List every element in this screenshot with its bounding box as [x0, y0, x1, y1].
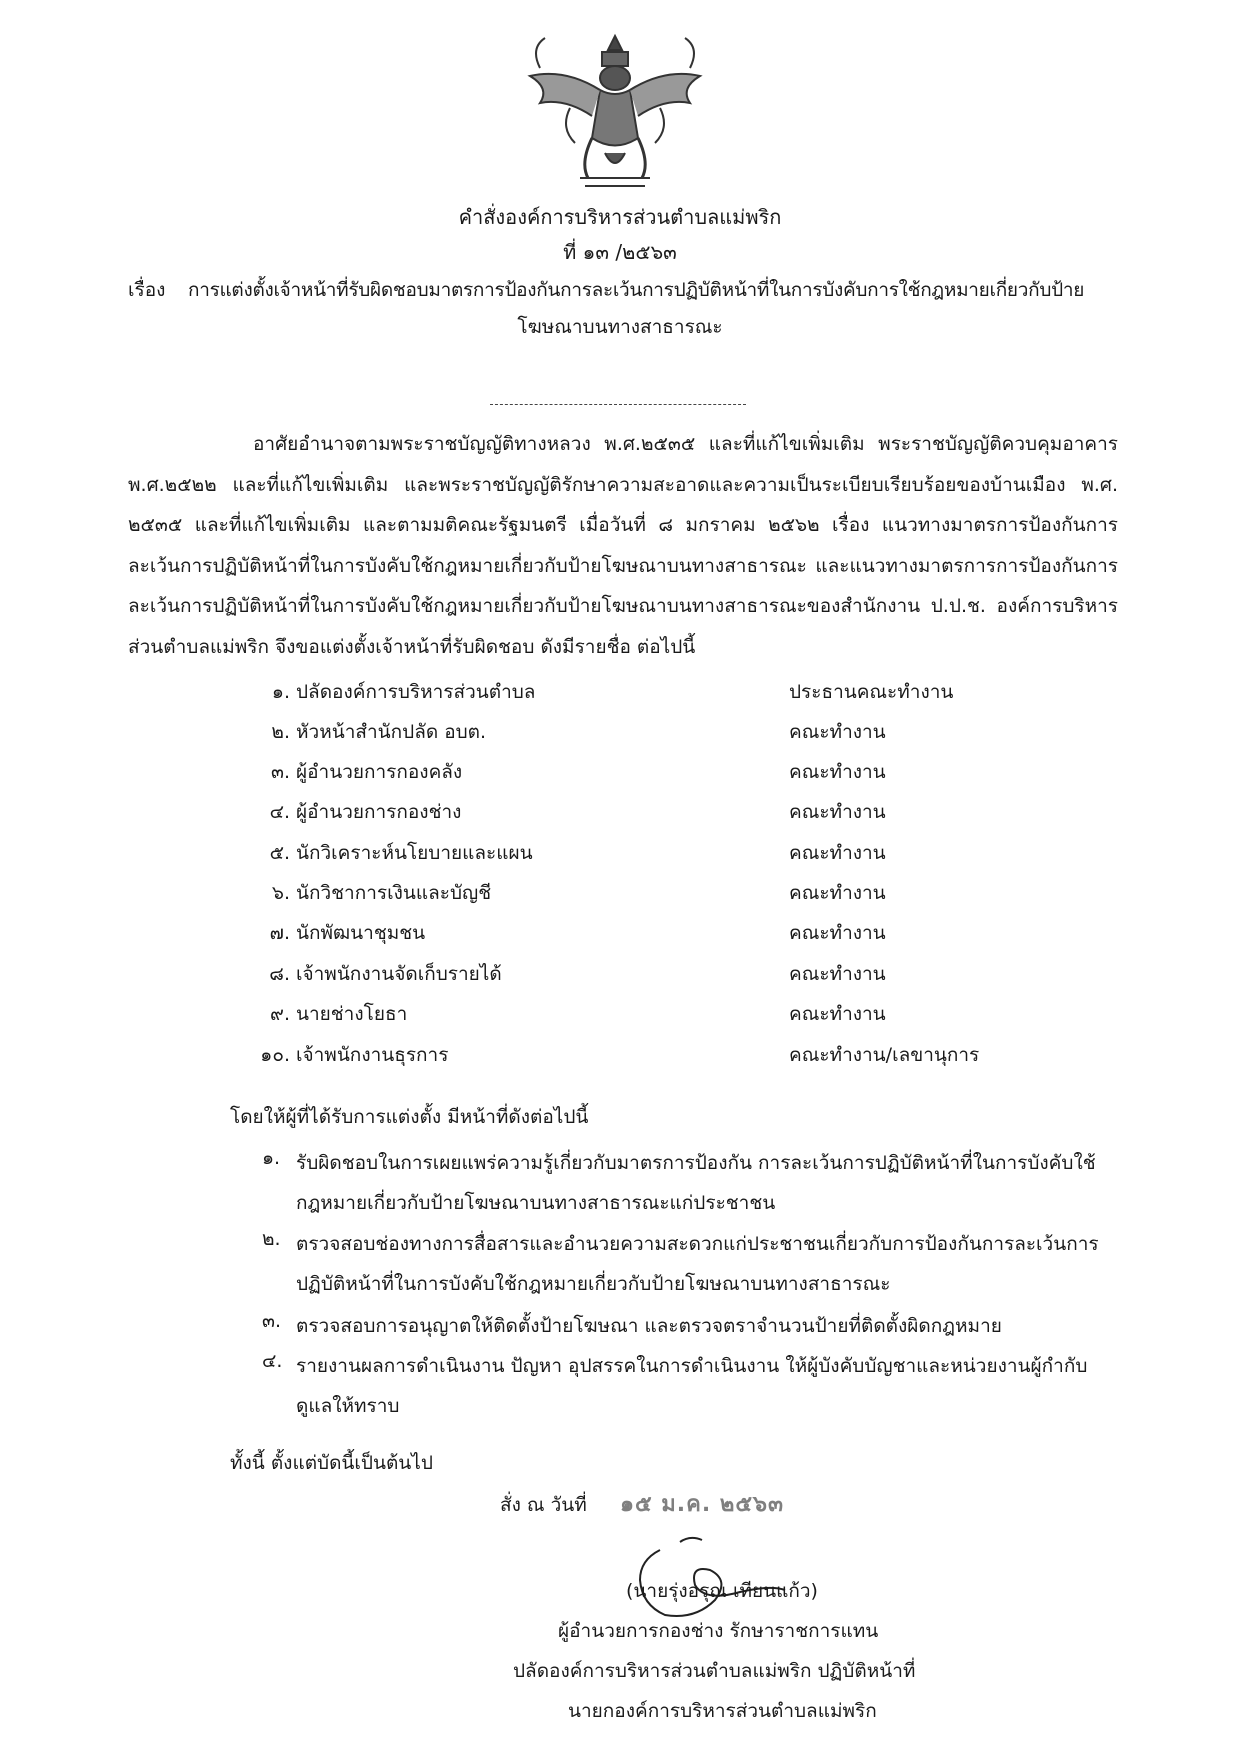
subject-line-2: โฆษณาบนทางสาธารณะ [517, 316, 723, 338]
garuda-emblem [510, 28, 720, 208]
subject-label: เรื่อง [128, 279, 166, 301]
signer-position-1: ผู้อำนวยการกองช่าง รักษาราชการแทน [558, 1620, 879, 1642]
signer-position-2: ปลัดองค์การบริหารส่วนตำบลแม่พริก ปฏิบัติหน้าที่ [513, 1660, 916, 1682]
body-text: อาศัยอำนาจตามพระราชบัญญัติทางหลวง พ.ศ.๒๕๓๕ และที่แก้ไขเพิ่มเติม พระราชบัญญัติควบคุมอาคาร พ.ศ.๒๕๒๒ และที่แก้ไขเพิ่มเติม และพระราชบัญญัติรักษาความสะอาดและความเป็นระเบียบเรียบร้อยของบ้านเมือง พ.ศ. ๒๕๓๕ และที่แก้ไขเพิ่มเติม และตามมติคณะรัฐมนตรี เมื่อวันที่ ๘ มกราคม ๒๕๖๒ เรื่อง แนวทางมาตรการป้องกันการละเว้นการปฏิบัติหน้าที่ในการบังคับใช้กฎหมายเกี่ยวกับป้ายโฆษณาบนทางสาธารณะ และแนวทางมาตรการการป้องกันการละเว้นการปฏิบัติหน้าที่ในการบังคับใช้กฎหมายเกี่ยวกับป้ายโฆษณาบนทางสาธารณะของสำนักงาน ป.ป.ช. องค์การบริหารส่วนตำบลแม่พริก จึงขอแต่งตั้งเจ้าหน้าที่รับผิดชอบ ดังมีรายชื่อ ต่อไปนี้ [128, 433, 1118, 658]
date-stamp: ๑๕ ม.ค. ๒๕๖๓ [620, 1492, 785, 1517]
order-header: คำสั่งองค์การบริหารส่วนตำบลแม่พริก [458, 205, 782, 229]
body-paragraph [128, 424, 1118, 668]
signature [620, 1520, 800, 1630]
order-date-label: สั่ง ณ วันที่ [500, 1494, 587, 1516]
effective-statement: ทั้งนี้ ตั้งแต่บัดนี้เป็นต้นไป [230, 1452, 433, 1474]
subject-line-1: การแต่งตั้งเจ้าหน้าที่รับผิดชอบมาตรการป้องกันการละเว้นการปฏิบัติหน้าที่ในการบังคับการใช้กฎหมายเกี่ยวกับป้าย [188, 279, 1085, 301]
signer-name: (นายรุ่งอรุณ เทียนแก้ว) [626, 1580, 818, 1602]
signer-position-3: นายกองค์การบริหารส่วนตำบลแม่พริก [568, 1700, 877, 1722]
order-number: ที่ ๑๓ /๒๕๖๓ [563, 240, 677, 264]
separator-line [490, 404, 746, 405]
duties-intro: โดยให้ผู้ที่ได้รับการแต่งตั้ง มีหน้าที่ดังต่อไปนี้ [230, 1106, 589, 1128]
